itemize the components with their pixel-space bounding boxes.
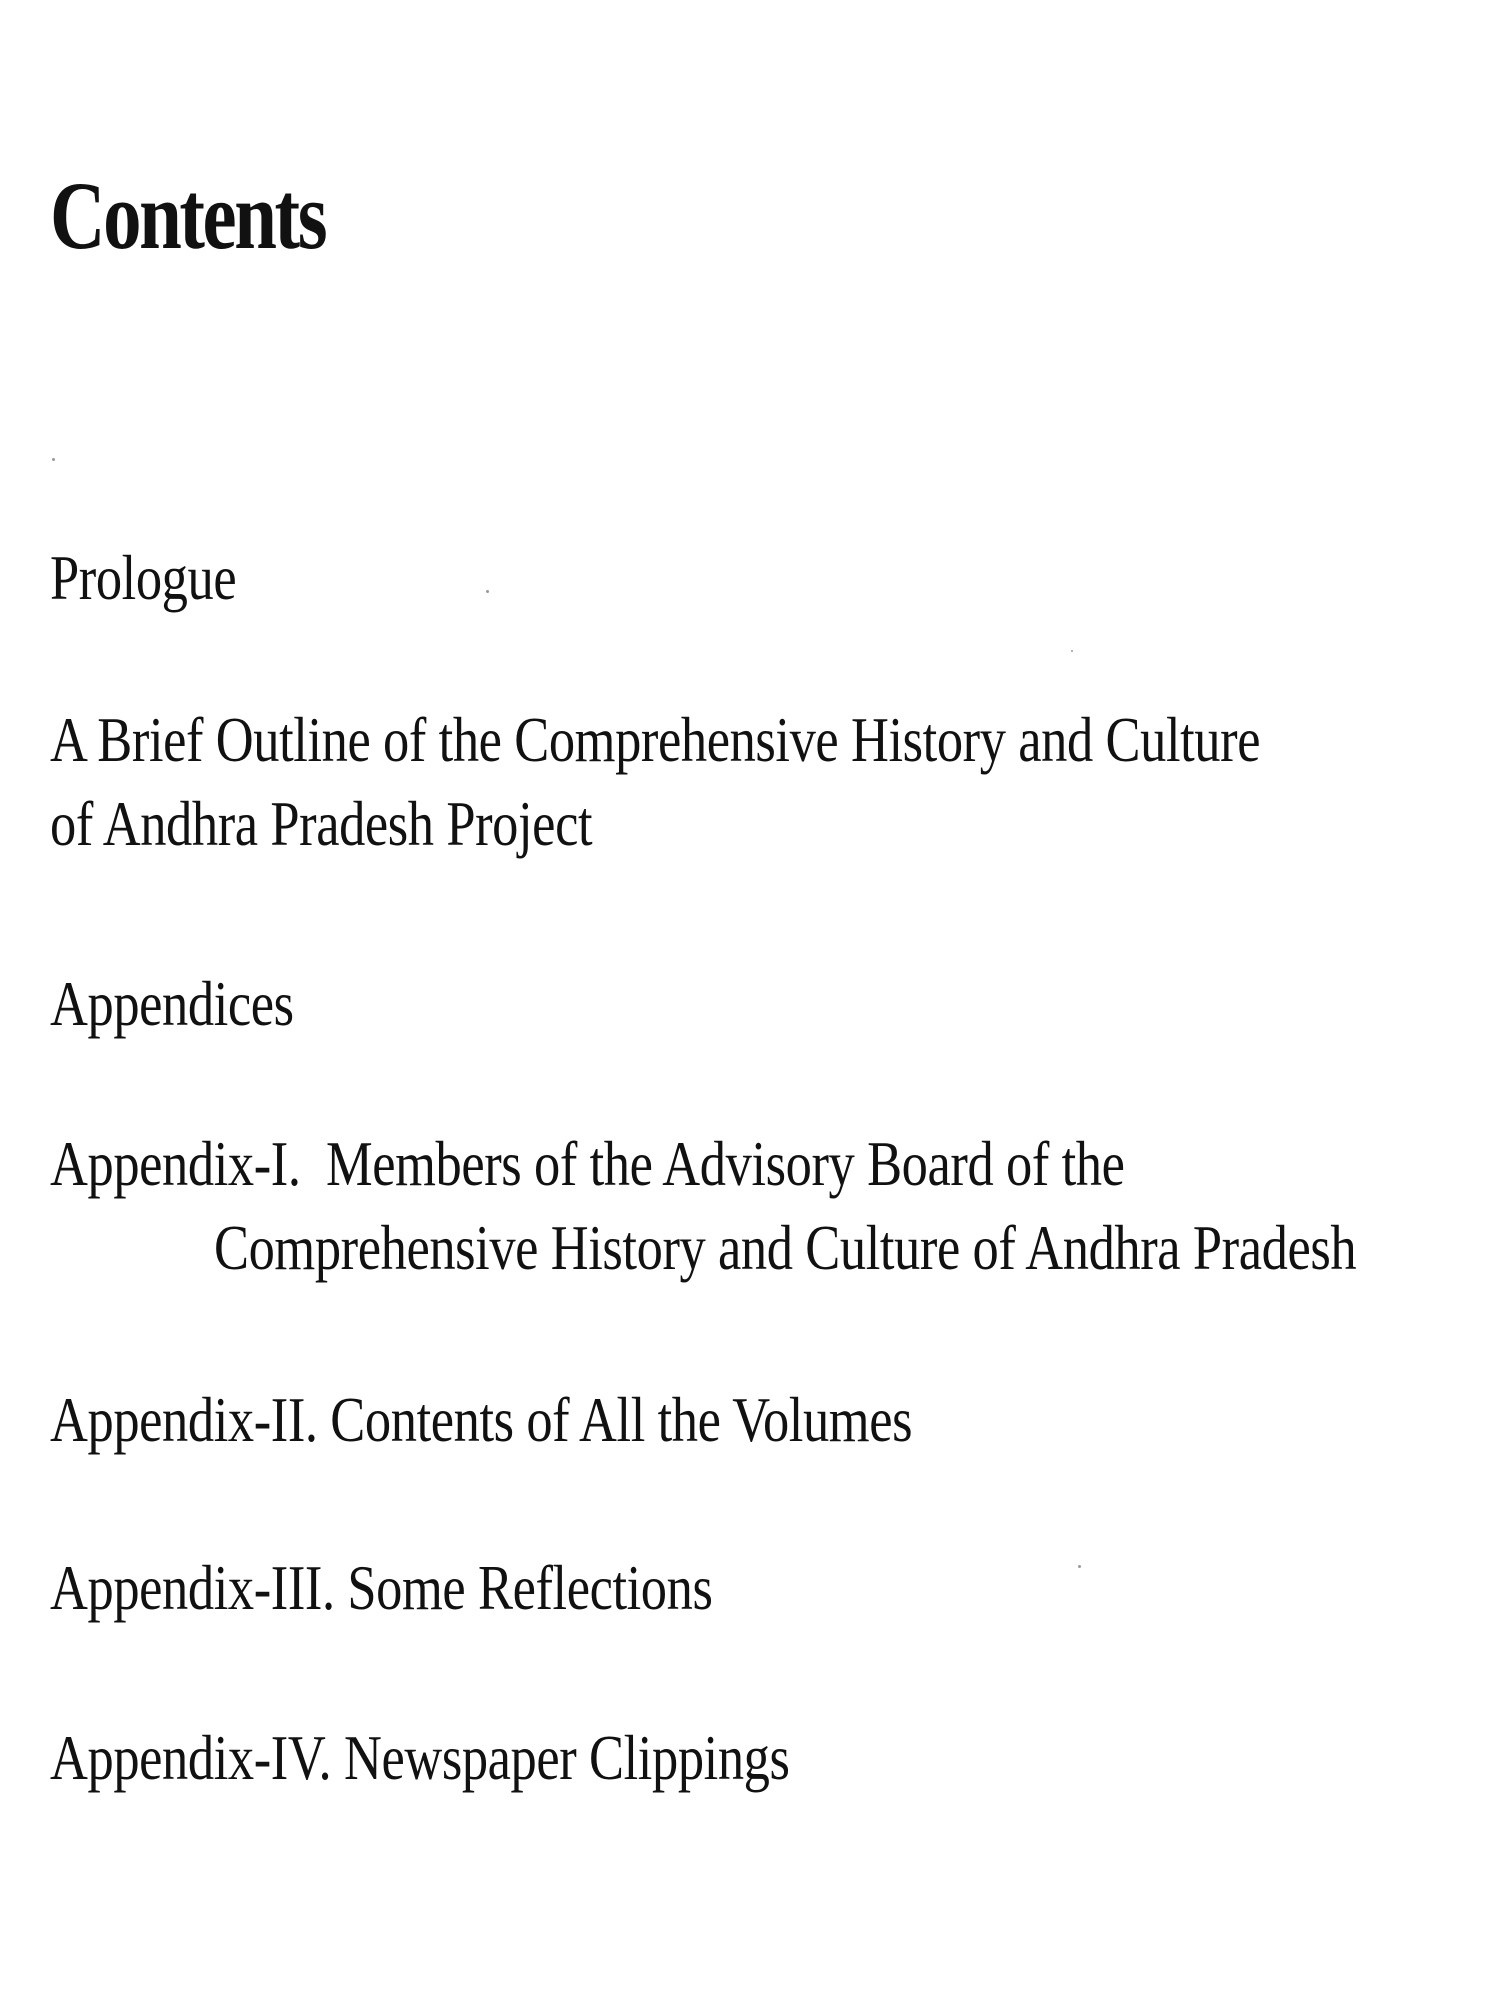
toc-entry-appendix-4[interactable] — [50, 1716, 789, 1800]
toc-entry-label-line1: Appendix-I. Members of the Advisory Board of the — [50, 1128, 1125, 1199]
toc-entry-label: Prologue — [50, 542, 237, 613]
toc-entry-appendix-1[interactable] — [50, 1122, 1356, 1290]
scan-speck — [486, 590, 489, 593]
scan-speck — [1071, 650, 1073, 652]
toc-entry-label-line2: of Andhra Pradesh Project — [50, 788, 593, 859]
scan-speck — [1078, 1565, 1081, 1568]
toc-entry-appendix-2[interactable] — [50, 1378, 912, 1462]
toc-entry-label-line2: Comprehensive History and Culture of Andhra Pradesh — [214, 1212, 1357, 1283]
scan-speck — [52, 458, 55, 461]
toc-entry-appendix-3[interactable] — [50, 1546, 712, 1630]
toc-entry-label: Appendices — [50, 968, 294, 1039]
toc-entry-prologue[interactable] — [50, 536, 236, 620]
page-title: Contents — [50, 162, 326, 269]
toc-entry-label: Appendix-II. Contents of All the Volumes — [50, 1384, 913, 1455]
toc-entry-label: Appendix-IV. Newspaper Clippings — [50, 1722, 790, 1793]
toc-entry-brief-outline[interactable] — [50, 698, 1260, 866]
toc-entry-appendices[interactable] — [50, 962, 294, 1046]
toc-entry-label: Appendix-III. Some Reflections — [50, 1552, 713, 1623]
toc-entry-label-line1: A Brief Outline of the Comprehensive History and Culture — [50, 704, 1261, 775]
